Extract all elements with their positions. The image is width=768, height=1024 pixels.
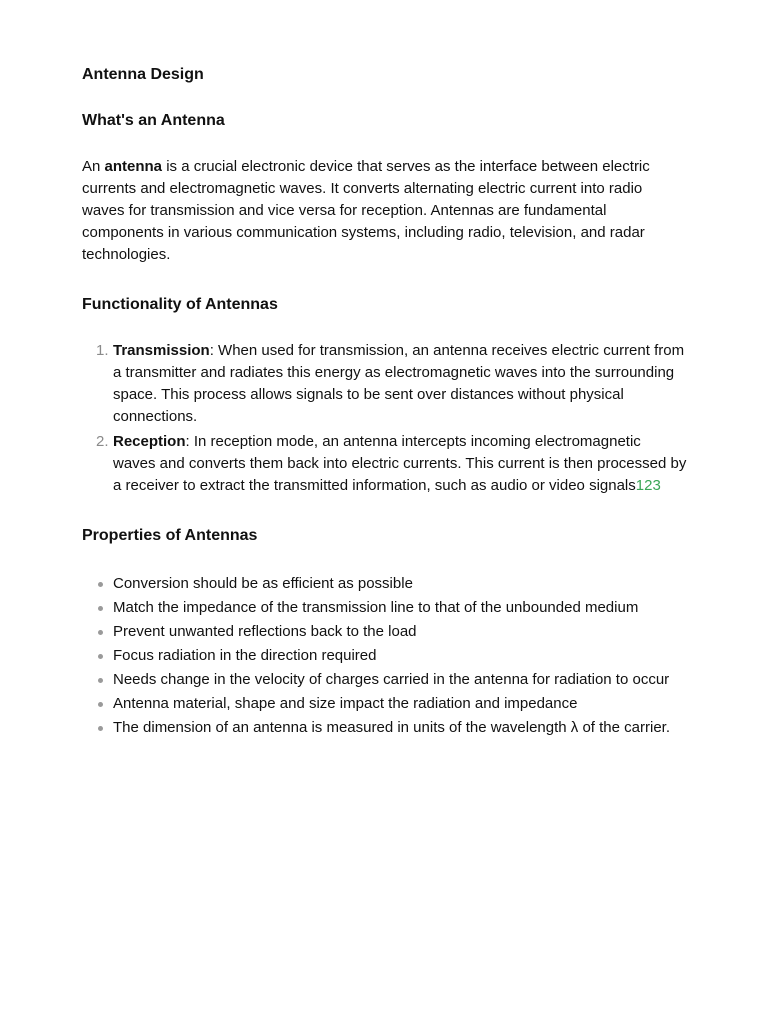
list-item-text: Antenna material, shape and size impact the radiation and impedance: [113, 695, 578, 712]
bullet-icon: [98, 702, 103, 707]
list-item: [82, 717, 687, 739]
list-item-text: The dimension of an antenna is measured in units of the wavelength λ of the carrier.: [113, 719, 670, 736]
list-item: [82, 693, 687, 715]
functionality-list: [82, 340, 686, 497]
list-item: [82, 621, 687, 643]
intro-bold-term: antenna: [104, 158, 163, 175]
intro-rest: is a crucial electronic device that serves as the interface between electric currents and electromagnetic waves. It converts alternating electric current into radio waves for transmission and vice versa for reception. Antennas are fundamental components in various communication systems, including radio, television, and radar technologies.: [82, 158, 650, 263]
intro-prefix: An: [82, 158, 105, 175]
properties-list: [82, 573, 686, 739]
item-term: Transmission: [113, 342, 210, 359]
section-heading-whats-an-antenna: What's an Antenna: [82, 112, 225, 129]
list-item-text: Match the impedance of the transmission line to that of the unbounded medium: [113, 599, 639, 616]
list-item: [82, 573, 687, 595]
bullet-icon: [98, 630, 103, 635]
list-item-text: Needs change in the velocity of charges carried in the antenna for radiation to occur: [113, 671, 670, 688]
list-item: [82, 645, 687, 667]
list-item-text: Focus radiation in the direction required: [113, 647, 377, 664]
document-title: Antenna Design: [82, 66, 204, 83]
bullet-icon: [98, 678, 103, 683]
list-number: 1.: [96, 342, 109, 359]
bullet-icon: [98, 582, 103, 587]
list-item: [82, 597, 687, 619]
item-term: Reception: [113, 433, 186, 450]
list-item: [82, 669, 687, 691]
list-number: 2.: [96, 433, 109, 450]
list-item-text: Prevent unwanted reflections back to the load: [113, 623, 417, 640]
intro-paragraph: [82, 156, 682, 266]
bullet-icon: [98, 654, 103, 659]
section-heading-functionality: Functionality of Antennas: [82, 296, 278, 313]
bullet-icon: [98, 726, 103, 731]
functionality-item-transmission: [82, 340, 687, 428]
item-text: : When used for transmission, an antenna receives electric current from a transmitter and radiates this energy as electromagnetic waves into the surrounding space. This process allows signals to be sent over distances without physical connections.: [113, 342, 685, 425]
functionality-item-reception: [82, 431, 687, 497]
bullet-icon: [98, 606, 103, 611]
citation-links[interactable]: 123: [635, 477, 661, 494]
section-heading-properties: Properties of Antennas: [82, 527, 258, 544]
item-text: : In reception mode, an antenna intercepts incoming electromagnetic waves and converts them back into electric currents. This current is then processed by a receiver to extract the transmitted information, such as audio or video signals: [113, 433, 687, 494]
list-item-text: Conversion should be as efficient as possible: [113, 575, 413, 592]
